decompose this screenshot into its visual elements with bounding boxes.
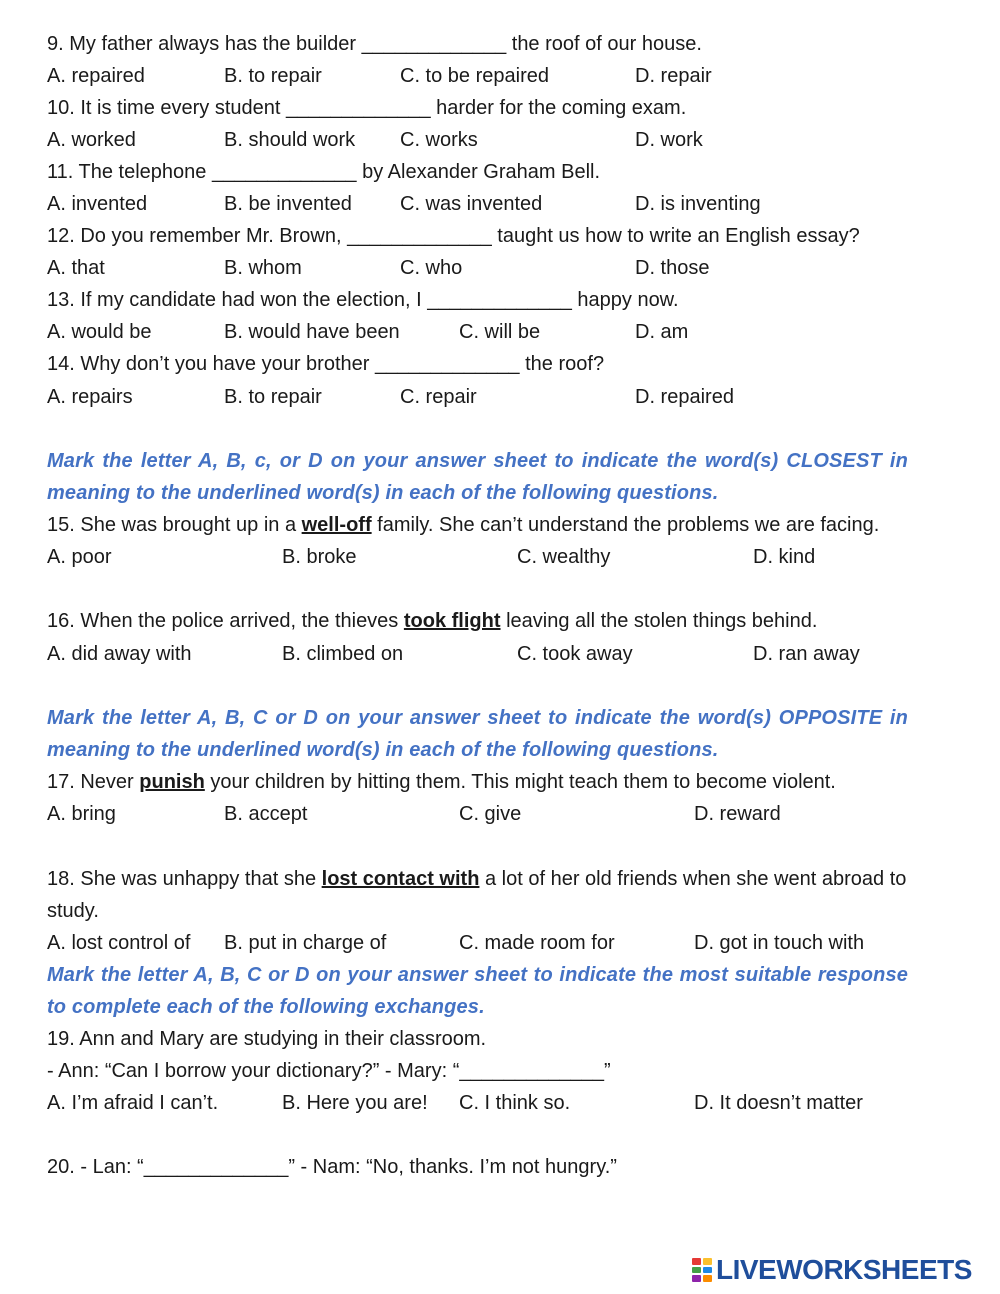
question-9-options <box>47 63 947 89</box>
question-14-options <box>47 384 947 410</box>
question-9-stem: 9. My father always has the builder _____________ the roof of our house. <box>47 33 702 55</box>
q9-option-b[interactable]: B. to repair <box>224 65 322 87</box>
q13-option-c[interactable]: C. will be <box>459 321 541 343</box>
q18-option-d[interactable]: D. got in touch with <box>694 932 865 954</box>
question-10-options <box>47 127 947 153</box>
q9-option-c[interactable]: C. to be repaired <box>400 65 549 87</box>
q12-option-b[interactable]: B. whom <box>224 257 302 279</box>
q15-text-post: family. She can’t understand the problems we are facing. <box>371 514 880 536</box>
question-11-options <box>47 191 947 217</box>
q18-underlined-word: lost contact with <box>321 868 480 890</box>
question-12-stem: 12. Do you remember Mr. Brown, _____________ taught us how to write an English essay? <box>47 225 860 247</box>
q16-option-d[interactable]: D. ran away <box>753 643 860 665</box>
question-13-options <box>47 319 947 345</box>
liveworksheets-logo-icon <box>692 1258 712 1282</box>
instruction-opposite: Mark the letter A, B, C or D on your answer sheet to indicate the word(s) OPPOSITE in meaning to the underlined word(s) in each of the following questions. <box>47 707 908 761</box>
q17-underlined-word: punish <box>139 771 205 793</box>
q15-text-pre: 15. She was brought up in a <box>47 514 302 536</box>
q11-option-d[interactable]: D. is inventing <box>635 193 761 215</box>
q12-option-c[interactable]: C. who <box>400 257 463 279</box>
q13-option-a[interactable]: A. would be <box>47 321 152 343</box>
question-18-stem <box>47 863 917 927</box>
q17-option-d[interactable]: D. reward <box>694 803 781 825</box>
question-12-options <box>47 255 947 281</box>
instruction-response: Mark the letter A, B, C or D on your answer sheet to indicate the most suitable response to complete each of the following exchanges. <box>47 964 908 1018</box>
q15-underlined-word: well-off <box>301 514 372 536</box>
q15-option-d[interactable]: D. kind <box>753 546 816 568</box>
q16-text-pre: 16. When the police arrived, the thieves <box>47 610 404 632</box>
q18-text-pre: 18. She was unhappy that she <box>47 868 322 890</box>
q14-option-c[interactable]: C. repair <box>400 386 477 408</box>
q9-option-d[interactable]: D. repair <box>635 65 712 87</box>
q10-option-b[interactable]: B. should work <box>224 129 356 151</box>
question-11-stem: 11. The telephone _____________ by Alexander Graham Bell. <box>47 161 601 183</box>
question-10-stem: 10. It is time every student _____________ harder for the coming exam. <box>47 97 687 119</box>
q19-option-b[interactable]: B. Here you are! <box>282 1092 428 1114</box>
q12-option-d[interactable]: D. those <box>635 257 710 279</box>
q16-option-b[interactable]: B. climbed on <box>282 643 404 665</box>
q14-option-b[interactable]: B. to repair <box>224 386 322 408</box>
q16-option-a[interactable]: A. did away with <box>47 643 192 665</box>
question-19-stem: 19. Ann and Mary are studying in their classroom. <box>47 1028 487 1050</box>
q16-underlined-word: took flight <box>403 610 501 632</box>
q19-option-c[interactable]: C. I think so. <box>459 1092 571 1114</box>
instruction-closest: Mark the letter A, B, c, or D on your answer sheet to indicate the word(s) CLOSEST in meaning to the underlined word(s) in each of the following questions. <box>47 450 908 504</box>
q17-option-c[interactable]: C. give <box>459 803 522 825</box>
q14-option-a[interactable]: A. repairs <box>47 386 133 408</box>
q17-option-b[interactable]: B. accept <box>224 803 308 825</box>
logo-text: LIVEWORKSHEETS <box>716 1254 972 1285</box>
q17-option-a[interactable]: A. bring <box>47 803 116 825</box>
q11-option-a[interactable]: A. invented <box>47 193 148 215</box>
q11-option-c[interactable]: C. was invented <box>400 193 543 215</box>
q13-option-b[interactable]: B. would have been <box>224 321 400 343</box>
question-17-options <box>47 801 947 827</box>
question-14-stem: 14. Why don’t you have your brother _____________ the roof? <box>47 353 605 375</box>
q19-option-d[interactable]: D. It doesn’t matter <box>694 1092 863 1114</box>
q10-option-c[interactable]: C. works <box>400 129 478 151</box>
q18-option-a[interactable]: A. lost control of <box>47 932 191 954</box>
question-15-options <box>47 544 947 570</box>
q16-option-c[interactable]: C. took away <box>517 643 633 665</box>
q18-option-b[interactable]: B. put in charge of <box>224 932 387 954</box>
q11-option-b[interactable]: B. be invented <box>224 193 352 215</box>
q13-option-d[interactable]: D. am <box>635 321 689 343</box>
q15-option-a[interactable]: A. poor <box>47 546 112 568</box>
question-18-options <box>47 930 947 956</box>
question-13-stem: 13. If my candidate had won the election, I _____________ happy now. <box>47 289 679 311</box>
question-16-options <box>47 641 947 667</box>
q14-option-d[interactable]: D. repaired <box>635 386 734 408</box>
q10-option-d[interactable]: D. work <box>635 129 703 151</box>
q16-text-post: leaving all the stolen things behind. <box>500 610 818 632</box>
q18-option-c[interactable]: C. made room for <box>459 932 615 954</box>
question-19-options <box>47 1090 947 1116</box>
q15-option-c[interactable]: C. wealthy <box>517 546 611 568</box>
q15-option-b[interactable]: B. broke <box>282 546 357 568</box>
question-20-stem: 20. - Lan: “_____________” - Nam: “No, thanks. I’m not hungry.” <box>47 1156 617 1178</box>
liveworksheets-logo <box>692 1256 972 1284</box>
question-15-stem <box>47 512 879 538</box>
q17-text-post: your children by hitting them. This might teach them to become violent. <box>204 771 836 793</box>
q9-option-a[interactable]: A. repaired <box>47 65 145 87</box>
question-16-stem <box>47 608 817 634</box>
q19-option-a[interactable]: A. I’m afraid I can’t. <box>47 1092 219 1114</box>
q12-option-a[interactable]: A. that <box>47 257 105 279</box>
question-17-stem <box>47 769 836 795</box>
q10-option-a[interactable]: A. worked <box>47 129 136 151</box>
q17-text-pre: 17. Never <box>47 771 140 793</box>
q18-text-post: a lot of her old friends when she went abroad to study. <box>47 868 907 922</box>
question-19-dialogue: - Ann: “Can I borrow your dictionary?” - Mary: “_____________” <box>47 1060 611 1082</box>
